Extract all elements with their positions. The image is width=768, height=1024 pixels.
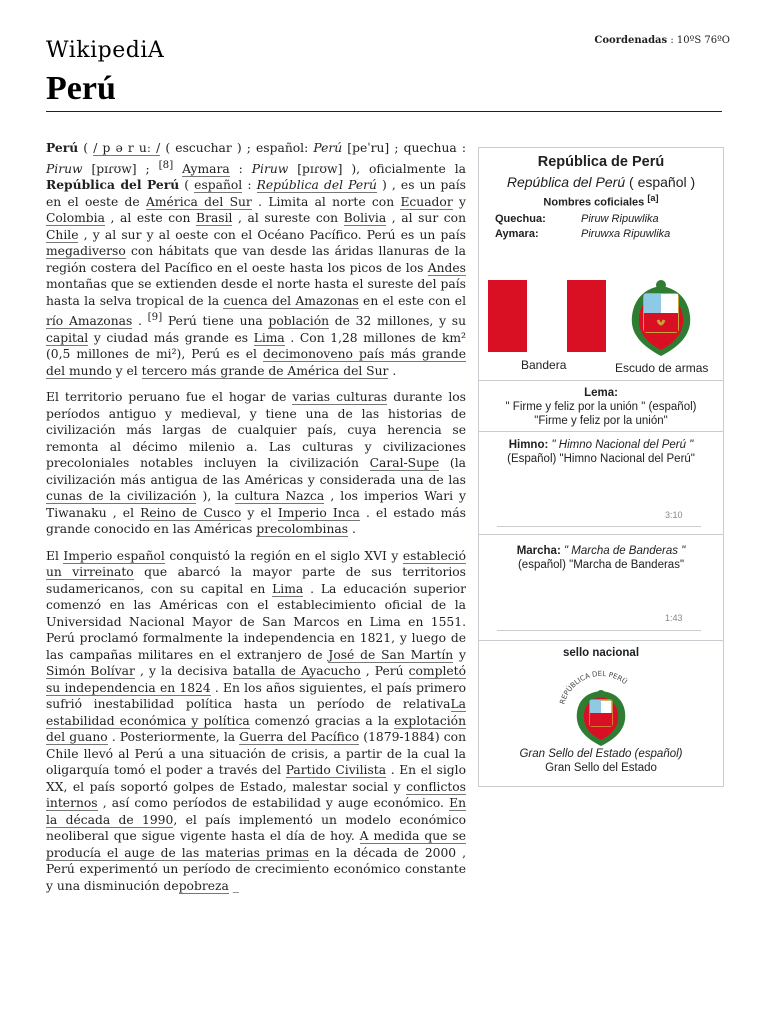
row-lang[interactable]: Aymara: [495,227,539,240]
divider [479,431,723,432]
seal-label: sello nacional [562,647,640,659]
flag-image[interactable] [488,280,606,352]
motto-label: Lema: [584,387,618,399]
flag-caption[interactable]: Bandera [521,358,567,372]
coofficial-note[interactable]: [a] [647,193,659,203]
wikipedia-logo[interactable]: WikipediA [46,38,165,63]
anthem-translation: (Español) "Himno Nacional del Perú" [507,453,695,465]
paragraph-colonial: El Imperio español conquistó la región en el siglo XVI y estableció un virreinato que abarcó la mayor parte de sus territorios sudamericanos, con su capital en Lima . La educación superior comenzó en las Américas con el establecimiento oficial de la Universidad Nacional Mayor de San Marcos en Lima en 1551. Perú proclamó formalmente la independencia en 1821, y luego de las campañas militares en el extranjero de José de San Martín y Simón Bolívar , y la decisiva batalla de Ayacucho , Perú completó su independencia en 1824 . En los años siguientes, el país primero sufrió inestabilidad política hasta un período de relativaLa estabilidad económica y política comenzó gracias a la explotación del guano . Posteriormente, la Guerra del Pacífico (1879-1884) con Chile llevó al Perú a una situación de crisis, a partir de la cual la oligarquía tomó el poder a través del Partido Civilista . En el siglo XX, el país soportó golpes de Estado, malestar social y conflictos internos , así como períodos de estabilidad y auge económico. En la década de 1990, el país implementó un modelo económico neoliberal que sigue vigente hasta el día de hoy. A medida que se producía el auge de las materias primas en la década de 2000 , Perú experimentó un período de crecimiento económico constante y una disminución depobreza _ [46,548,467,893]
svg-text:REPÚBLICA DEL PERÚ: REPÚBLICA DEL PERÚ [558,669,629,706]
coordinates-value: 10ºS 76ºO [676,35,730,46]
article-body [46,140,466,904]
symbols-row [479,278,723,380]
national-seal-image[interactable] [551,664,651,748]
divider [479,380,723,381]
anthem-line [479,438,723,452]
native-lang-link[interactable]: ( español ) [629,174,696,190]
arms-caption[interactable]: Escudo de armas [615,361,709,375]
native-name: República del Perú [506,174,626,190]
coordinates[interactable]: Coordenadas : 10ºS 76ºO [594,35,730,46]
coofficial-heading-text: Nombres coficiales [543,196,645,209]
seal-caption-link[interactable]: Gran Sello del Estado (español) [519,748,683,760]
motto-translation: "Firme y feliz por la unión" [534,415,668,427]
coordinates-label: Coordenadas [594,35,668,46]
paragraph-intro: Perú ( / p ə r uː / ( escuchar ) ; español: Perú [peˈru] ; quechua : Piruw [pɪɾʊw] ; [8] Aymara : Piruw [pɪɾʊw] ), oficialmente la República del Perú ( español : República del Perú ) , es un país en el oeste de América del Sur . Limita al norte con Ecuador y Colombia , al este con Brasil , al sureste con Bolivia , al sur con Chile , y al sur y al oeste con el Océano Pacífico. Perú es un país megadiverso con hábitats que van desde las áridas llanuras de la región costera del Pacífico en el oeste hasta los picos de los Andes montañas que se extienden desde el norte hasta el sureste del país hasta la selva tropical de la cuenca del Amazonas en el este con el río Amazonas . [9] Perú tiene una población de 32 millones, y su capital y ciudad más grande es Lima . Con 1,28 millones de km² (0,5 millones de mi²), Perú es el decimonoveno país más grande del mundo y el tercero más grande de América del Sur . [46,140,466,378]
coofficial-heading [479,192,723,210]
march-line [479,544,723,558]
infobox-title: República de Perú [537,154,665,170]
anthem-label: Himno: [508,439,549,451]
anthem-duration: 3:10 [665,510,683,520]
divider [479,640,723,641]
paragraph-history: El territorio peruano fue el hogar de varias culturas durante los períodos antiguo y medieval, y tiene una de las historias de civilización más largas de cualquier país, cuya herencia se remonta al décimo milenio a. Las culturas y civilizaciones precoloniales notables incluyen la civilización Caral-Supe (la civilización más antigua de las Américas y considerada una de las cunas de la civilización ), la cultura Nazca , los imperios Wari y Tiwanaku , el Reino de Cusco y el Imperio Inca . el estado más grande conocido en las Américas precolombinas . [46,390,467,537]
coat-of-arms-image[interactable] [622,276,700,358]
title-divider [46,111,722,112]
anthem-link[interactable]: " Himno Nacional del Perú " [551,439,694,451]
motto: " Firme y feliz por la unión " (español) [505,401,697,413]
page-title: Perú [46,70,116,107]
row-lang[interactable]: Quechua: [495,212,546,225]
march-label: Marcha: [516,545,561,557]
infobox-native-name [479,174,723,190]
anthem-audio-player[interactable] [497,526,701,527]
row-name: Piruwxa Ripuwlika [581,227,671,240]
march-audio-player[interactable] [497,630,701,631]
infobox [478,147,724,787]
seal-caption [479,747,723,761]
row-name: Piruw Ripuwlika [581,212,659,225]
coofficial-row-aymara [495,228,723,240]
march-translation: (español) "Marcha de Banderas" [517,559,685,571]
march-duration: 1:43 [665,613,683,623]
seal-translation: Gran Sello del Estado [545,762,657,774]
march-link[interactable]: " Marcha de Banderas " [564,545,686,557]
coofficial-row-quechua [495,213,723,225]
divider [479,534,723,535]
